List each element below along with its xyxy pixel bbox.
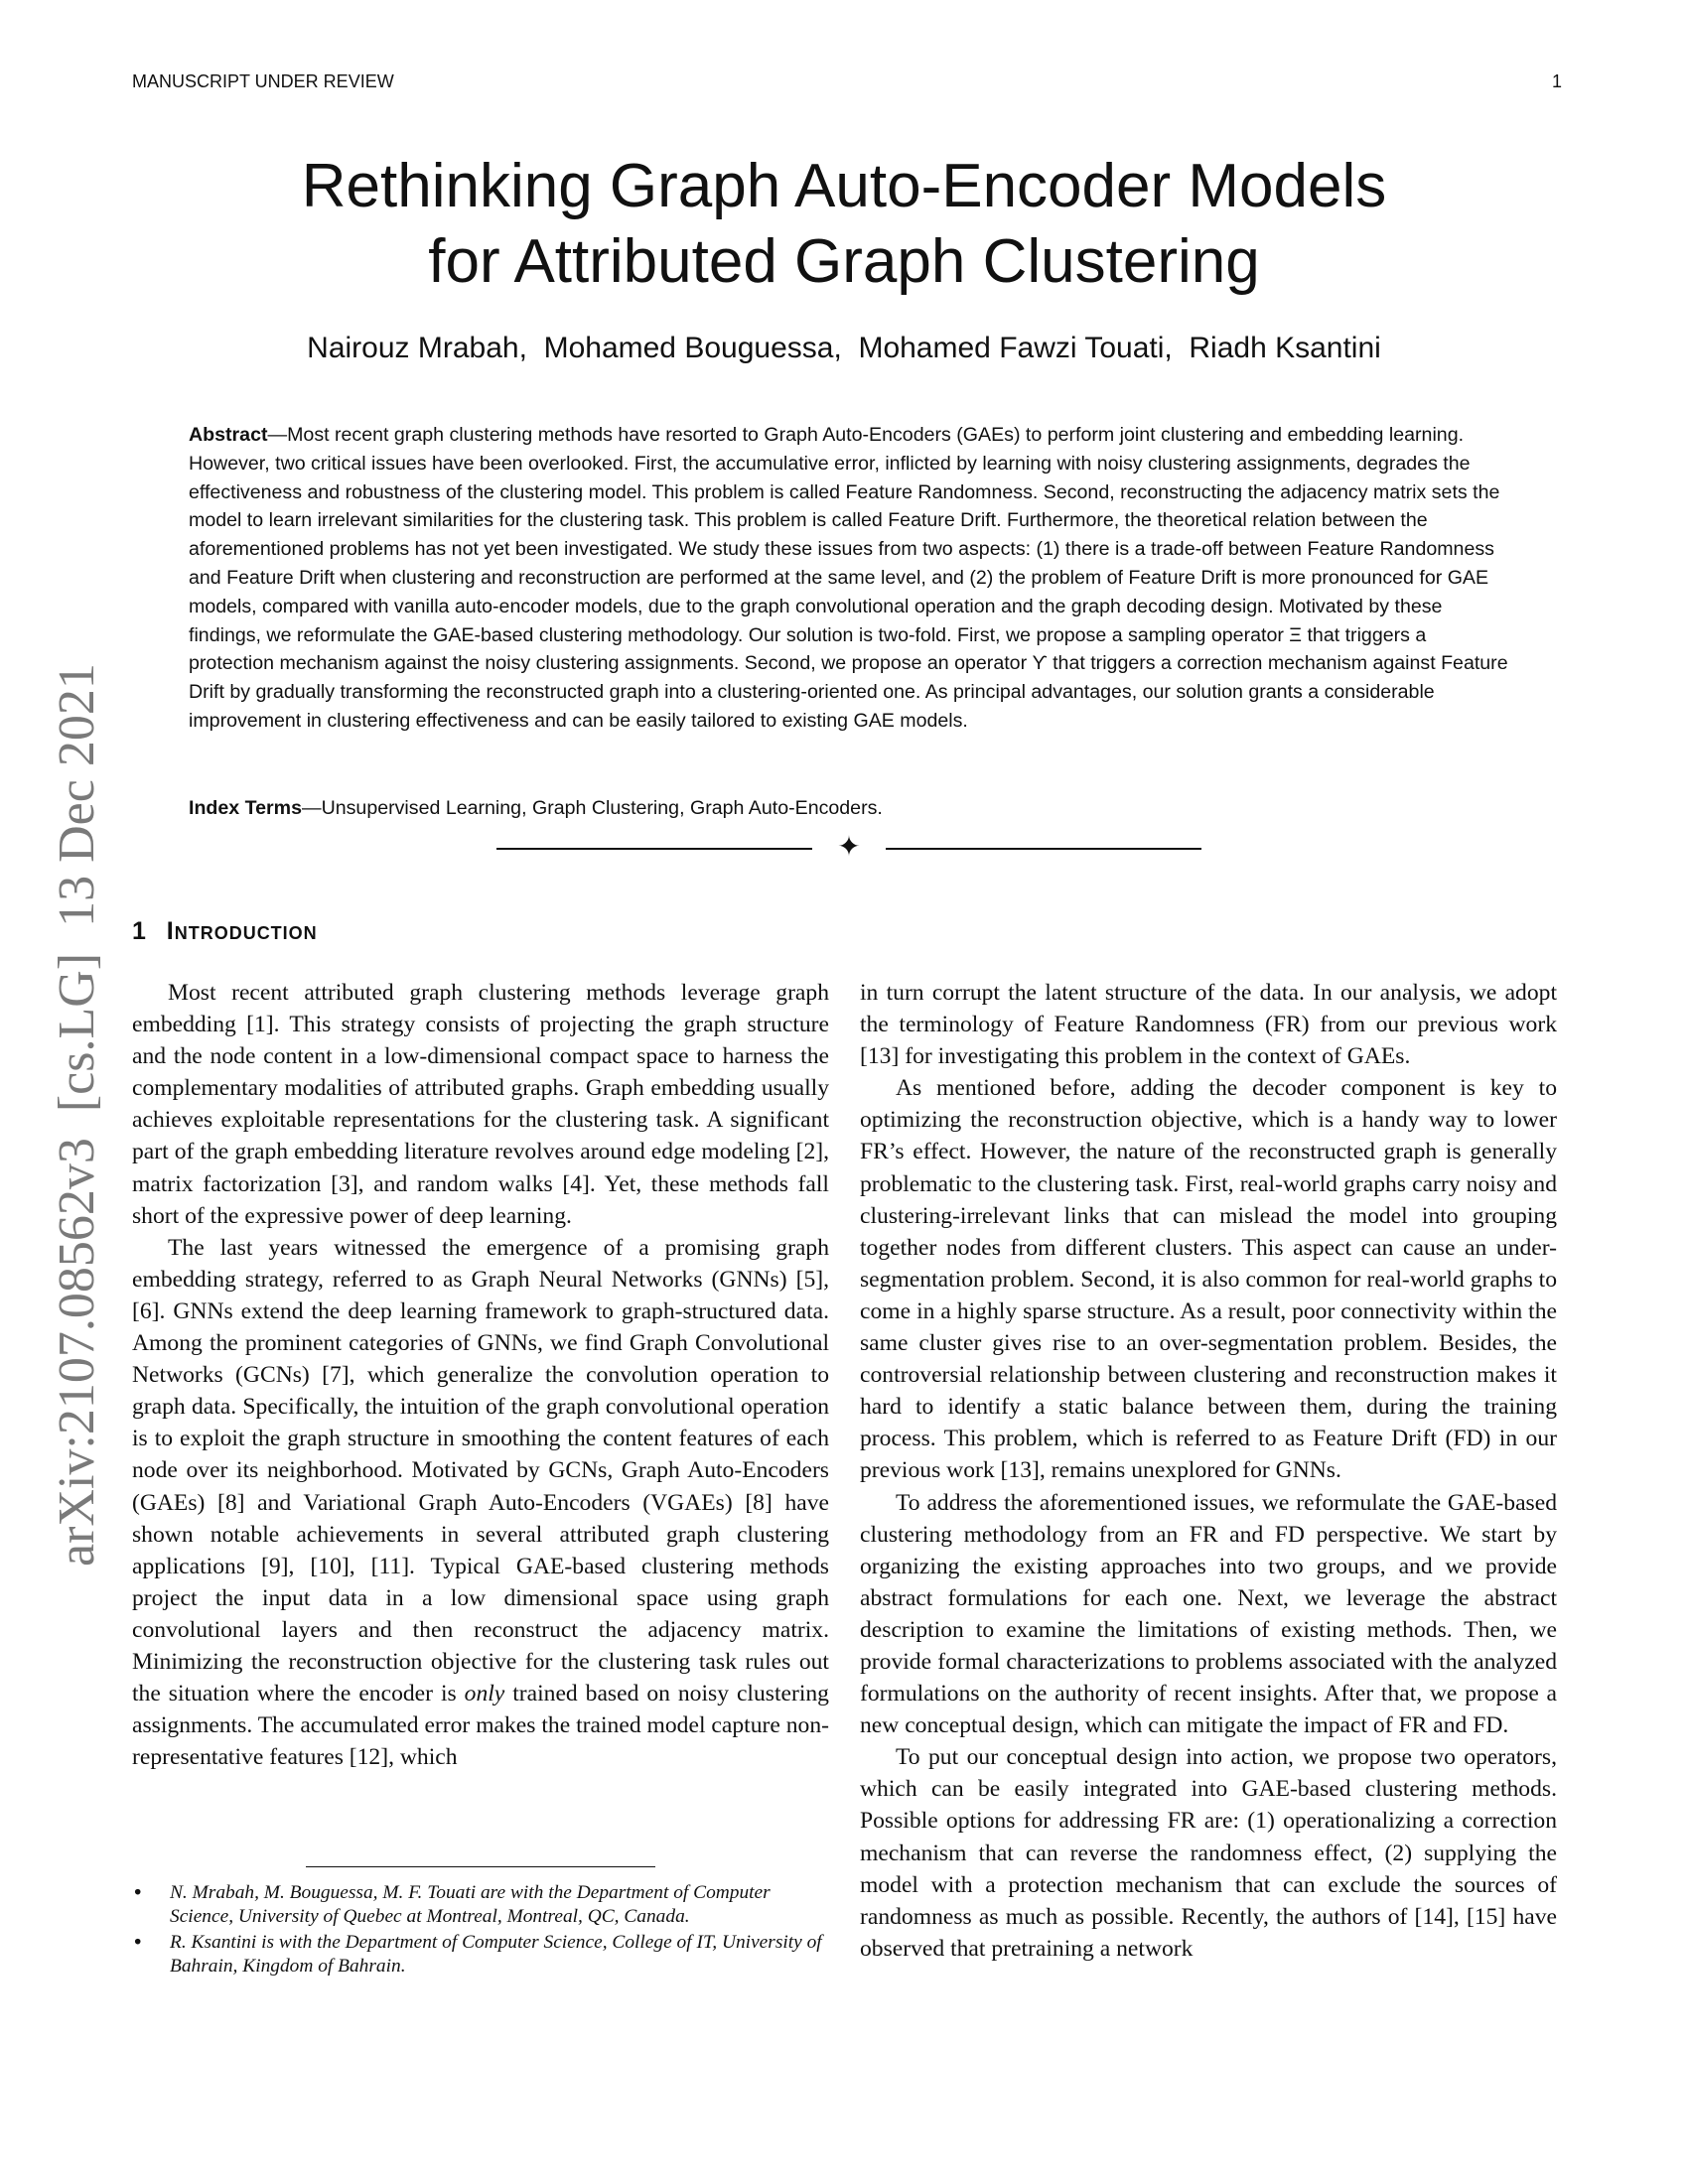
footnotes	[132, 1881, 829, 1980]
title-line: for Attributed Graph Clustering	[428, 227, 1260, 296]
abstract-label: Abstract	[189, 424, 268, 446]
bullet-icon: •	[132, 1931, 144, 1954]
journal-header: MANUSCRIPT UNDER REVIEW	[132, 71, 394, 91]
paragraph: The last years witnessed the emergence of a promising graph embedding strategy, referred to as Graph Neural Networks (GNNs) [5], [6]. GNNs extend the deep learning framework to graph-structured data. Among the prominent categories of GNNs, we find Graph Convolutional Networks (GCNs) [7], which generalize the convolution operation to graph data. Specifically, the intuition of the graph convolutional operation is to exploit the graph structure in smoothing the content features of each node over its neighborhood. Motivated by GCNs, Graph Auto-Encoders (GAEs) [8] and Variational Graph Auto-Encoders (VGAEs) [8] have shown notable achievements in several attributed graph clustering applications [9], [10], [11]. Typical GAE-based clustering methods project the input data in a low dimensional space using graph convolutional layers and then reconstruct the adjacency matrix. Minimizing the reconstruction objective for the clustering task rules out the situation where the encoder is only trained based on noisy clustering assignments. The accumulated error makes the trained model capture non-representative features [12], which	[132, 1234, 829, 1771]
paragraph: To address the aforementioned issues, we reformulate the GAE-based clustering methodology from an FR and FD perspective. We start by organizing the existing approaches into two groups, and we provide abstract formulations for each one. Next, we leverage the abstract description to examine the limitations of existing methods. Then, we provide formal characterizations to problems associated with the analyzed formulations on the authority of recent insights. After that, we propose a new conceptual design, which can mitigate the impact of FR and FD.	[860, 1489, 1557, 1739]
section-separator	[496, 830, 1201, 864]
left-column	[132, 977, 829, 1773]
arxiv-identifier: arXiv:2107.08562v3 [cs.LG] 13 Dec 2021	[49, 663, 105, 1567]
page-number: 1	[1551, 71, 1562, 91]
separator-line	[496, 848, 812, 850]
abstract-text: —Most recent graph clustering methods have resorted to Graph Auto-Encoders (GAEs) to perform joint clustering and embedding learning. However, two critical issues have been overlooked. First, the accumulative error, inflicted by learning with noisy clustering assignments, degrades the effectiveness and robustness of the clustering model. This problem is called Feature Randomness. Second, reconstructing the adjacency matrix sets the model to learn irrelevant similarities for the clustering task. This problem is called Feature Drift. Furthermore, the theoretical relation between the aforementioned problems has not yet been investigated. We study these issues from two aspects: (1) there is a trade-off between Feature Randomness and Feature Drift when clustering and reconstruction are performed at the same level, and (2) the problem of Feature Drift is more pronounced for GAE models, compared with vanilla auto-encoder models, due to the graph convolutional operation and the graph decoding design. Motivated by these findings, we reformulate the GAE-based clustering methodology. Our solution is two-fold. First, we propose a sampling operator Ξ that triggers a protection mechanism against the noisy clustering assignments. Second, we propose an operator ϒ that triggers a correction mechanism against Feature Drift by gradually transforming the reconstructed graph into a clustering-oriented one. As principal advantages, our solution grants a considerable improvement in clustering effectiveness and can be easily tailored to existing GAE models.	[189, 424, 1508, 732]
paragraph: Most recent attributed graph clustering methods leverage graph embedding [1]. This strategy consists of projecting the graph structure and the node content in a low-dimensional compact space to harness the complementary modalities of attributed graphs. Graph embedding usually achieves exploitable representations for the clustering task. A significant part of the graph embedding literature revolves around edge modeling [2], matrix factorization [3], and random walks [4]. Yet, these methods fall short of the expressive power of deep learning.	[132, 980, 829, 1229]
paragraph: As mentioned before, adding the decoder component is key to optimizing the reconstruction objective, which is a handy way to lower FR’s effect. However, the nature of the reconstructed graph is generally problematic to the clustering task. First, real-world graphs carry noisy and clustering-irrelevant links that can mislead the model into grouping together nodes from different clusters. This aspect can cause an under-segmentation problem. Second, it is also common for real-world graphs to come in a highly sparse structure. As a result, poor connectivity within the same cluster gives rise to an over-segmentation problem. Besides, the controversial relationship between clustering and reconstruction makes it hard to identify a static balance between them, during the training process. This problem, which is referred to as Feature Drift (FD) in our previous work [13], remains unexplored for GNNs.	[860, 1075, 1557, 1484]
footnote: • R. Ksantini is with the Department of Computer Science, College of IT, University of Bahrain, Kingdom of Bahrain.	[132, 1931, 822, 1977]
diamond-ornament-icon: ✦	[837, 830, 861, 863]
author-list: Nairouz Mrabah, Mohamed Bouguessa, Mohamed Fawzi Touati, Riadh Ksantini	[307, 332, 1381, 364]
footnote-rule	[306, 1866, 655, 1867]
running-header	[132, 71, 1562, 101]
abstract	[189, 421, 1509, 736]
index-terms	[189, 794, 1509, 822]
footnote: • N. Mrabah, M. Bouguessa, M. F. Touati are with the Department of Computer Science, University of Quebec at Montreal, Montreal, QC, Canada.	[132, 1881, 771, 1927]
title-line: Rethinking Graph Auto-Encoder Models	[301, 152, 1387, 220]
section-title: Introduction	[166, 917, 318, 945]
section-number: 1	[132, 917, 146, 945]
index-terms-label: Index Terms	[189, 797, 302, 819]
bullet-icon: •	[132, 1881, 144, 1904]
paragraph: To put our conceptual design into action, we propose two operators, which can be easily integrated into GAE-based clustering methods. Possible options for addressing FR are: (1) operationalizing a correction mechanism that can reverse the randomness effect, (2) supplying the model with a protection mechanism that can exclude the sources of randomness as much as possible. Recently, the authors of [14], [15] have observed that pretraining a network	[860, 1744, 1557, 1962]
index-terms-text: —Unsupervised Learning, Graph Clustering, Graph Auto-Encoders.	[301, 797, 883, 819]
separator-line	[886, 848, 1201, 850]
paper-title	[149, 149, 1539, 300]
right-column	[860, 977, 1557, 1965]
section-heading	[132, 917, 318, 946]
emphasis: only	[464, 1681, 505, 1707]
paragraph: in turn corrupt the latent structure of the data. In our analysis, we adopt the terminology of Feature Randomness (FR) from our previous work [13] for investigating this problem in the context of GAEs.	[860, 980, 1557, 1070]
